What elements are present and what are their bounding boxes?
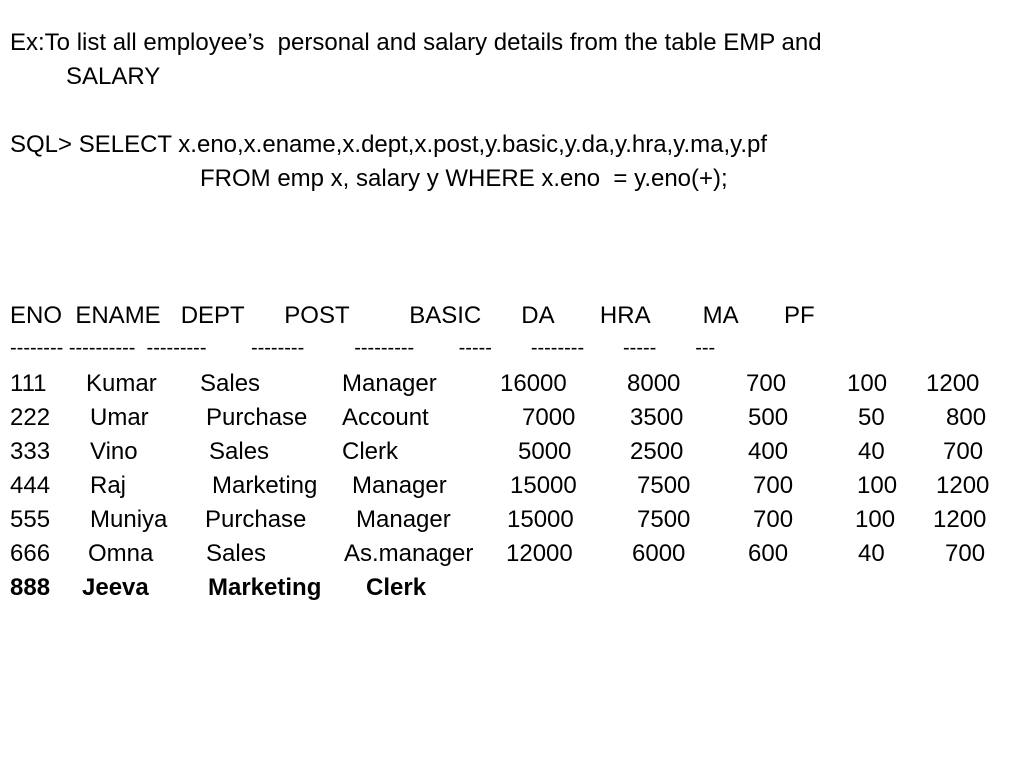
cell-hra: 700 <box>753 472 794 499</box>
cell-post: Manager <box>352 472 447 499</box>
cell-da: 6000 <box>632 540 686 567</box>
cell-post: Clerk <box>366 574 427 601</box>
cell-ename: Vino <box>90 438 138 465</box>
cell-hra: 500 <box>748 404 789 431</box>
cell-dept: Sales <box>206 540 267 567</box>
sql-select-line: SQL> SELECT x.eno,x.ename,x.dept,x.post,y.basic,y.da,y.hra,y.ma,y.pf <box>10 131 768 158</box>
cell-basic: 15000 <box>510 472 577 499</box>
cell-ma: 50 <box>858 404 885 431</box>
cell-basic: 16000 <box>500 370 567 397</box>
cell-ma: 100 <box>847 370 888 397</box>
cell-post: Manager <box>342 370 437 397</box>
cell-ename: Omna <box>88 540 154 567</box>
cell-ename: Muniya <box>90 506 168 533</box>
cell-da: 8000 <box>627 370 681 397</box>
cell-ename: Jeeva <box>82 574 149 601</box>
cell-hra: 700 <box>753 506 794 533</box>
cell-ma: 100 <box>855 506 896 533</box>
cell-dept: Purchase <box>205 506 307 533</box>
result-underline: -------- ---------- --------- -------- --------- ----- -------- ----- --- <box>10 337 716 359</box>
cell-post: Manager <box>356 506 451 533</box>
intro-line-2: SALARY <box>66 63 161 90</box>
cell-ma: 40 <box>858 540 885 567</box>
cell-ename: Umar <box>90 404 149 431</box>
cell-da: 2500 <box>630 438 684 465</box>
cell-eno: 444 <box>10 472 51 499</box>
cell-ma: 40 <box>858 438 885 465</box>
cell-ma: 100 <box>857 472 898 499</box>
cell-pf: 700 <box>943 438 984 465</box>
cell-post: Clerk <box>342 438 399 465</box>
cell-da: 7500 <box>637 472 691 499</box>
cell-basic: 15000 <box>507 506 574 533</box>
cell-eno: 666 <box>10 540 51 567</box>
cell-dept: Sales <box>200 370 261 397</box>
cell-pf: 1200 <box>933 506 987 533</box>
cell-eno: 555 <box>10 506 51 533</box>
cell-dept: Marketing <box>212 472 318 499</box>
cell-hra: 400 <box>748 438 789 465</box>
cell-dept: Purchase <box>206 404 308 431</box>
cell-hra: 600 <box>748 540 789 567</box>
cell-da: 7500 <box>637 506 691 533</box>
cell-pf: 1200 <box>926 370 980 397</box>
result-header: ENO ENAME DEPT POST BASIC DA HRA MA PF <box>10 302 815 329</box>
cell-pf: 1200 <box>936 472 990 499</box>
cell-eno: 111 <box>10 370 47 397</box>
cell-hra: 700 <box>746 370 787 397</box>
cell-eno: 333 <box>10 438 51 465</box>
cell-ename: Raj <box>90 472 127 499</box>
cell-basic: 5000 <box>518 438 572 465</box>
cell-basic: 12000 <box>506 540 573 567</box>
cell-eno: 888 <box>10 574 51 601</box>
intro-line-1: Ex:To list all employee’s personal and salary details from the table EMP and <box>10 29 822 56</box>
cell-pf: 800 <box>946 404 987 431</box>
cell-dept: Sales <box>209 438 270 465</box>
cell-post: As.manager <box>344 540 474 567</box>
cell-eno: 222 <box>10 404 51 431</box>
cell-basic: 7000 <box>522 404 576 431</box>
cell-post: Account <box>342 404 429 431</box>
cell-ename: Kumar <box>86 370 157 397</box>
cell-pf: 700 <box>945 540 986 567</box>
sql-from-line: FROM emp x, salary y WHERE x.eno = y.eno(+); <box>200 165 728 192</box>
cell-da: 3500 <box>630 404 684 431</box>
cell-dept: Marketing <box>208 574 322 601</box>
